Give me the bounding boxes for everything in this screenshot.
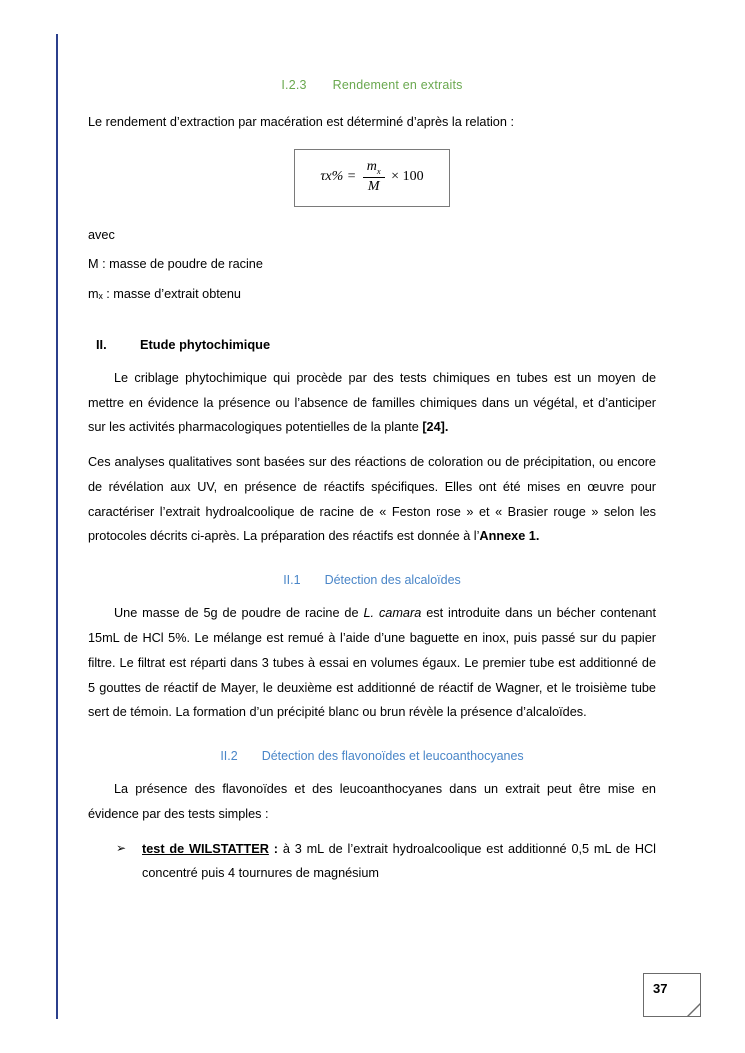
page-number: 37 bbox=[653, 981, 668, 996]
formula-legend bbox=[88, 223, 656, 307]
section-number: I.2.3 bbox=[281, 78, 307, 92]
left-margin-rule bbox=[56, 34, 58, 1019]
list-item-text: à 3 mL de l’extrait hydroalcoolique est additionné 0,5 mL de HCl concentré puis 4 tournures de magnésium bbox=[142, 841, 656, 881]
yield-formula-box bbox=[294, 149, 450, 207]
legend-line-mx: mₓ : masse d’extrait obtenu bbox=[88, 287, 241, 302]
alkaloid-text-a: Une masse de 5g de poudre de racine de bbox=[114, 606, 364, 621]
subsection-ii2-title: Détection des flavonoïdes et leucoanthocyanes bbox=[261, 749, 524, 764]
section-ii-number: II. bbox=[96, 336, 107, 352]
paragraph-2-annexe-ref: Annexe 1. bbox=[479, 529, 540, 544]
subsection-ii1-number: II.1 bbox=[283, 573, 301, 588]
section-intro-paragraph: Le rendement d’extraction par macération est déterminé d’après la relation : bbox=[88, 115, 514, 129]
subsection-ii1-paragraph bbox=[88, 601, 656, 725]
section-heading-ii bbox=[88, 337, 656, 352]
formula-container bbox=[88, 149, 656, 207]
test-list bbox=[88, 837, 656, 887]
formula-right-term: × 100 bbox=[391, 168, 424, 184]
species-name: L. camara bbox=[363, 606, 422, 621]
section-ii-paragraph-2 bbox=[88, 450, 656, 549]
formula-fraction bbox=[363, 159, 385, 195]
formula-left-term: τx% = bbox=[320, 168, 357, 184]
formula-numerator-subscript: x bbox=[376, 165, 381, 176]
folded-corner-inner bbox=[689, 1005, 700, 1016]
list-item bbox=[116, 837, 656, 887]
paragraph-1-reference: [24]. bbox=[422, 420, 449, 435]
section-ii-title: Etude phytochimique bbox=[140, 336, 271, 352]
page-content bbox=[88, 78, 656, 886]
legend-line-m: M : masse de poudre de racine bbox=[88, 257, 263, 272]
formula-denominator: M bbox=[367, 178, 380, 194]
subsection-heading-ii2 bbox=[88, 749, 656, 763]
legend-intro: avec bbox=[88, 227, 115, 242]
list-item-separator: : bbox=[268, 841, 283, 856]
subsection-ii1-title: Détection des alcaloïdes bbox=[324, 573, 461, 588]
arrow-bullet-icon: ➢ bbox=[116, 840, 127, 855]
alkaloid-text-b: est introduite dans un bécher contenant 15mL de HCl 5%. Le mélange est remué à l’aide d’une baguette en inox, puis passé sur du papier filtre. Le filtrat est réparti dans 3 tubes à essai en volumes égaux. Le premier tube est additionné de 5 gouttes de réactif de Mayer, le deuxième est additionné de réactif de Wagner, et le troisième tube sert de témoin. La formation d’un précipité blanc ou brun révèle la présence d’alcaloïdes. bbox=[88, 606, 657, 720]
formula-numerator: $m_x$ bbox=[363, 159, 385, 178]
section-heading-i23 bbox=[88, 78, 656, 92]
subsection-ii2-number: II.2 bbox=[220, 749, 238, 764]
page-number-badge bbox=[643, 973, 701, 1017]
paragraph-2-text: Ces analyses qualitatives sont basées sur des réactions de coloration ou de précipitation, ou encore de révélation aux UV, en présence de réactifs spécifiques. Elles ont été mises en œuvre pour caractériser l’extrait hydroalcoolique de racine de « Feston rose » et « Brasier rouge » selon les protocoles décrits ci-après. La préparation des réactifs est donnée à l’ bbox=[88, 455, 656, 544]
paragraph-1-text: Le criblage phytochimique qui procède par des tests chimiques en tubes est un moyen de mettre en évidence la présence ou l’absence de familles chimiques dans un végétal, et d’anticiper sur les activités pharmacologiques potentielles de la plante bbox=[88, 370, 656, 435]
section-ii-paragraph-1 bbox=[88, 366, 656, 440]
section-title: Rendement en extraits bbox=[332, 78, 463, 92]
list-item-label: test de WILSTATTER bbox=[142, 841, 269, 856]
subsection-ii2-paragraph: La présence des flavonoïdes et des leucoanthocyanes dans un extrait peut être mise en évidence par des tests simples : bbox=[88, 782, 656, 821]
subsection-heading-ii1 bbox=[88, 573, 656, 587]
